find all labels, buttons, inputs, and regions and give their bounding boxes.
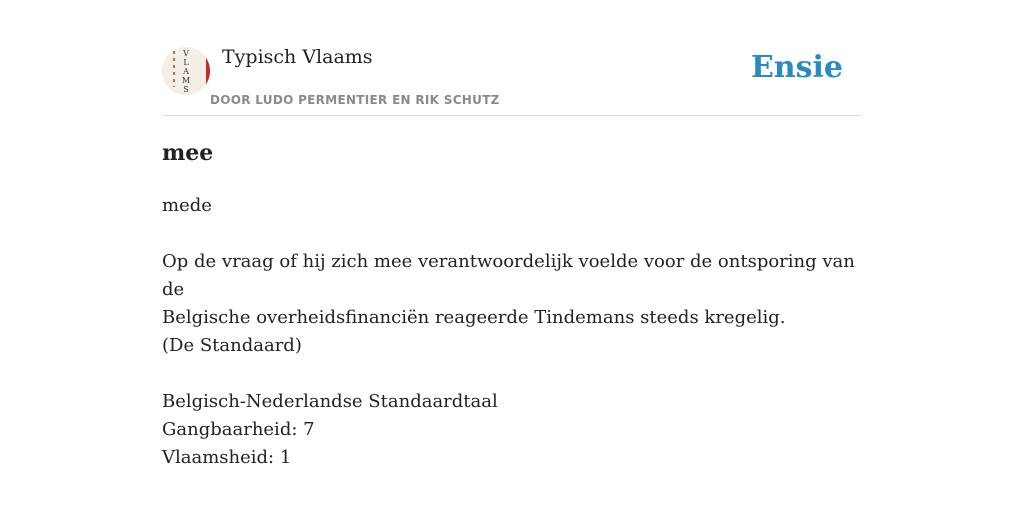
byline: DOOR LUDO PERMENTIER EN RIK SCHUTZ xyxy=(210,93,500,107)
entry-definition: mede xyxy=(162,195,212,216)
spacer xyxy=(162,220,862,248)
entry-content xyxy=(162,192,862,472)
logo-lettering: V L A M S xyxy=(181,49,191,94)
spacer xyxy=(162,360,862,388)
typisch-vlaams-logo[interactable] xyxy=(162,47,210,95)
example-line-1: Op de vraag of hij zich mee verantwoordelijk voelde voor de ontsporing van de xyxy=(162,251,855,300)
example-line-2: Belgische overheidsfinanciën reageerde Tindemans steeds kregelig. xyxy=(162,307,786,328)
entry-term: mee xyxy=(162,140,214,166)
vlaamsheid-score: Vlaamsheid: 1 xyxy=(162,447,292,468)
language-variant: Belgisch-Nederlandse Standaardtaal xyxy=(162,391,498,412)
logo-decoration xyxy=(173,51,175,87)
page-container xyxy=(162,0,862,468)
site-title-link[interactable]: Typisch Vlaams xyxy=(222,46,373,68)
ensie-brand-link[interactable]: Ensie xyxy=(750,50,843,85)
header xyxy=(162,0,862,116)
example-source: (De Standaard) xyxy=(162,335,302,356)
logo-red-stripe xyxy=(206,57,210,87)
gangbaarheid-score: Gangbaarheid: 7 xyxy=(162,419,315,440)
